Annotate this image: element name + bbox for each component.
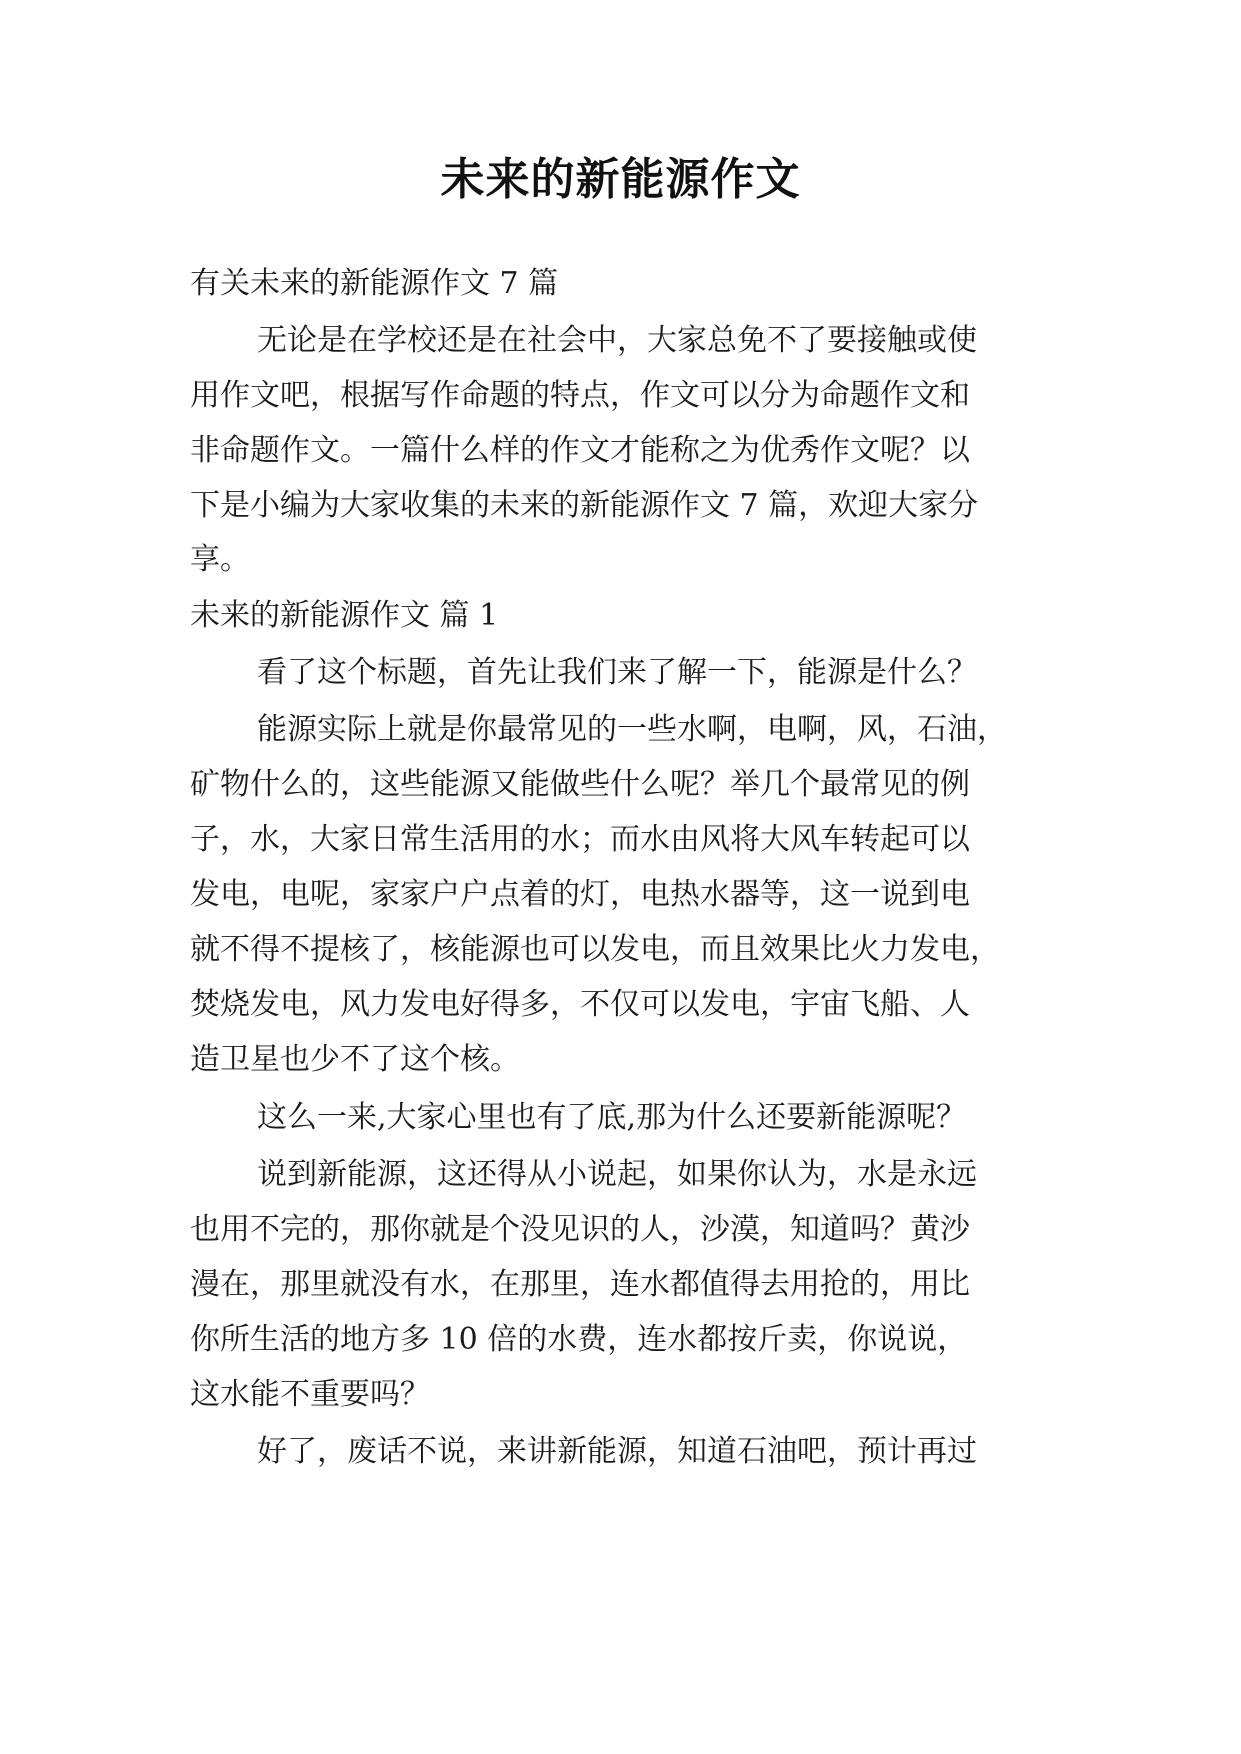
paragraph-line: 无论是在学校还是在社会中，大家总免不了要接触或使: [257, 323, 977, 358]
paragraph-line: 看了这个标题，首先让我们来了解一下，能源是什么？: [257, 655, 977, 690]
section-heading: 未来的新能源作文 篇 1: [190, 598, 499, 633]
paragraph-line: 造卫星也少不了这个核。: [190, 1042, 520, 1077]
paragraph-line: 焚烧发电，风力发电好得多，不仅可以发电，宇宙飞船、人: [190, 987, 970, 1022]
paragraph-line: 矿物什么的，这些能源又能做些什么呢？举几个最常见的例: [190, 767, 970, 802]
document-title: 未来的新能源作文: [440, 154, 801, 205]
paragraph-line: 漫在，那里就没有水，在那里，连水都值得去用抢的，用比: [190, 1267, 970, 1302]
paragraph-line: 说到新能源，这还得从小说起，如果你认为，水是永远: [257, 1157, 977, 1192]
paragraph-line: 用作文吧，根据写作命题的特点，作文可以分为命题作文和: [190, 378, 970, 413]
paragraph-line: 享。: [190, 542, 250, 577]
paragraph-line: 发电，电呢，家家户户点着的灯，电热水器等，这一说到电: [190, 877, 970, 912]
paragraph-line: 好了，废话不说，来讲新能源，知道石油吧，预计再过: [257, 1434, 977, 1469]
paragraph-line: 子，水，大家日常生活用的水；而水由风将大风车转起可以: [190, 822, 970, 857]
paragraph-line: 这么一来,大家心里也有了底,那为什么还要新能源呢？: [257, 1100, 967, 1135]
paragraph-line: 非命题作文。一篇什么样的作文才能称之为优秀作文呢？以: [190, 433, 970, 468]
paragraph-line: 也用不完的，那你就是个没见识的人，沙漠，知道吗？黄沙: [190, 1212, 970, 1247]
intro-heading: 有关未来的新能源作文 7 篇: [190, 266, 559, 301]
paragraph-line: 你所生活的地方多 10 倍的水费，连水都按斤卖，你说说，: [190, 1322, 968, 1357]
paragraph-line: 这水能不重要吗？: [190, 1377, 430, 1412]
paragraph-line: 下是小编为大家收集的未来的新能源作文 7 篇，欢迎大家分: [190, 488, 979, 523]
paragraph-line: 就不得不提核了，核能源也可以发电，而且效果比火力发电，: [190, 932, 1000, 967]
paragraph-line: 能源实际上就是你最常见的一些水啊，电啊，风，石油，: [257, 712, 1007, 747]
